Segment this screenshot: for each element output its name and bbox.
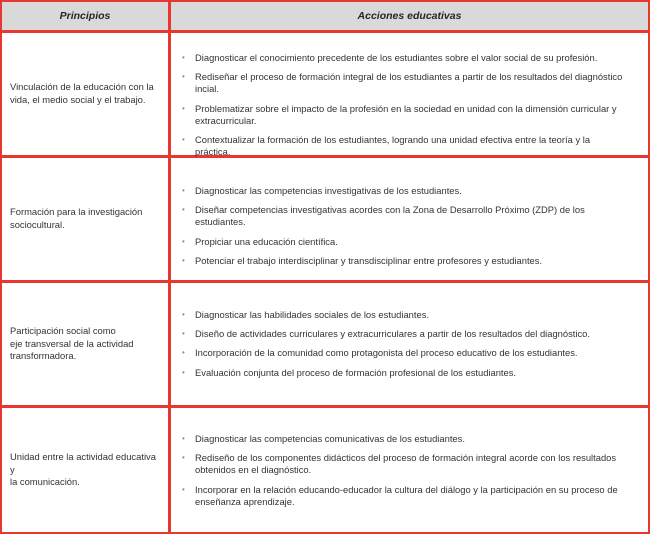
header-acciones-label: Acciones educativas	[357, 10, 462, 22]
accion-item: • Propiciar una educación científica.	[195, 236, 626, 248]
accion-item: • Potenciar el trabajo interdisciplinar y transdisciplinar entre profesores y estudiantes.	[195, 255, 626, 267]
acciones-list	[171, 309, 648, 386]
principio-text: Formación para la investigación sociocultural.	[10, 206, 143, 230]
acciones-cell	[171, 33, 648, 158]
accion-item: • Diseño de actividades curriculares y extracurriculares a partir de los resultados del diagnóstico.	[195, 328, 626, 340]
acciones-list	[171, 433, 648, 515]
accion-item: • Diseñar competencias investigativas acordes con la Zona de Desarrollo Próximo (ZDP) de los estudiantes.	[195, 204, 626, 228]
header-acciones	[171, 2, 648, 30]
accion-item: • Incorporar en la relación educando-educador la cultura del diálogo y la participación en su proceso de enseñanza aprendizaje.	[195, 484, 626, 508]
accion-item: • Diagnosticar las habilidades sociales de los estudiantes.	[195, 309, 626, 321]
principio-cell	[2, 408, 168, 532]
principio-cell	[2, 33, 168, 155]
accion-item: • Rediseño de los componentes didácticos del proceso de formación integral acorde con los resultados obtenidos en el diagnóstico.	[195, 452, 626, 476]
accion-item: • Problematizar sobre el impacto de la profesión en la sociedad en unidad con la dimensión curricular y extracurricular.	[195, 103, 626, 127]
principio-cell	[2, 158, 168, 280]
accion-item: • Incorporación de la comunidad como protagonista del proceso educativo de los estudiantes.	[195, 347, 626, 359]
principio-text: Vinculación de la educación con la vida, el medio social y el trabajo.	[10, 81, 154, 105]
accion-item: • Diagnosticar el conocimiento precedente de los estudiantes sobre el valor social de su profesión.	[195, 52, 626, 64]
accion-item: • Diagnosticar las competencias investigativas de los estudiantes.	[195, 185, 626, 197]
principio-text: Participación social como eje transversal de la actividad transformadora.	[10, 325, 134, 362]
accion-item: • Evaluación conjunta del proceso de formación profesional de los estudiantes.	[195, 367, 626, 379]
header-principios	[2, 2, 168, 30]
acciones-cell	[171, 408, 648, 532]
accion-item: • Contextualizar la formación de los estudiantes, logrando una unidad efectiva entre la teoría y la práctica.	[195, 134, 626, 158]
acciones-cell	[171, 283, 648, 405]
header-principios-label: Principios	[59, 10, 111, 22]
acciones-list	[171, 185, 648, 274]
accion-item: • Diagnosticar las competencias comunicativas de los estudiantes.	[195, 433, 626, 445]
acciones-cell	[171, 158, 648, 280]
principio-cell	[2, 283, 168, 405]
accion-item: • Rediseñar el proceso de formación integral de los estudiantes a partir de los resultados del diagnóstico incial.	[195, 71, 626, 95]
acciones-list	[171, 52, 648, 165]
principio-text: Unidad entre la actividad educativa y la comunicación.	[10, 451, 156, 488]
